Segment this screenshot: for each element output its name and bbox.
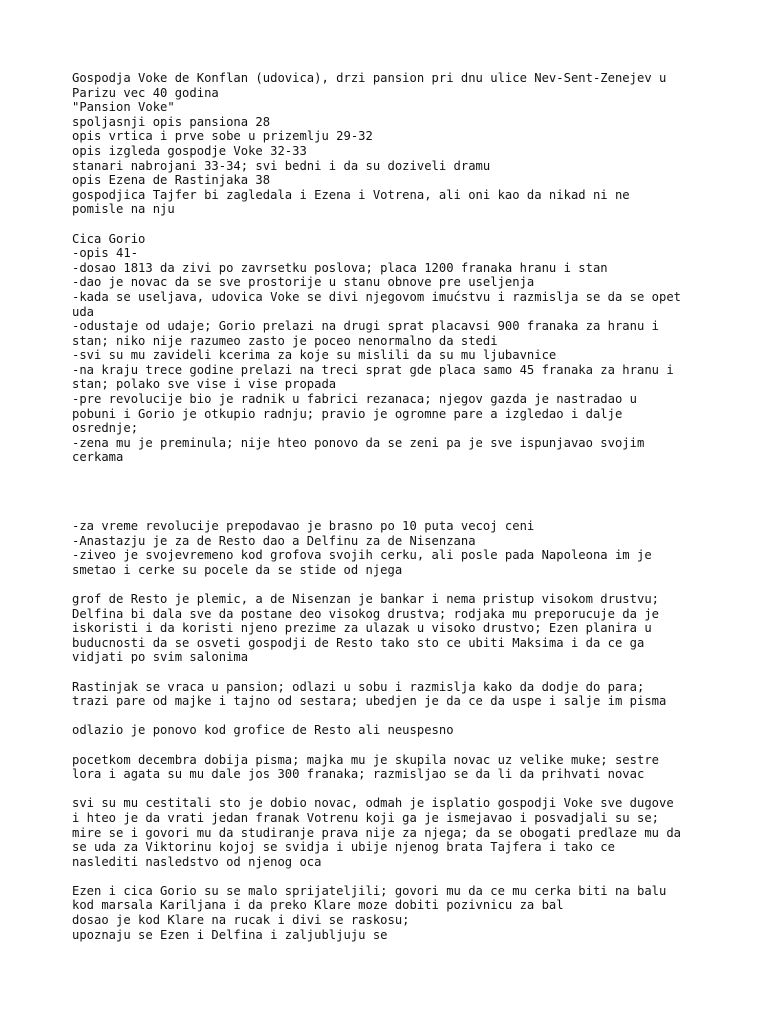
text-line: opis Ezena de Rastinjaka 38	[72, 173, 271, 188]
paragraph-revolution	[72, 519, 732, 577]
text-line: upoznaju se Ezen i Delfina i zaljubljuju se	[72, 927, 388, 942]
spacer	[72, 465, 732, 519]
text-line: -opis 41-	[72, 246, 139, 261]
text-line: -ziveo je svojevremeno kod grofova svojih cerku, ali posle pada Napoleona im je	[72, 548, 652, 563]
text-line: mire se i govori mu da studiranje prava nije za njega; da se obogati predlaze mu da	[72, 825, 682, 840]
text-line: trazi pare od majke i tajno od sestara; ubedjen je da ce da uspe i salje im pisma	[72, 694, 667, 709]
text-line: pobuni i Gorio je otkupio radnju; pravio je ogromne pare a izgledao i dalje	[72, 406, 623, 421]
paragraph-grofica-visit	[72, 723, 732, 738]
text-line: dosao je kod Klare na rucak i divi se raskosu;	[72, 913, 410, 928]
text-line: -dosao 1813 da zivi po zavrsetku poslova; placa 1200 franaka hranu i stan	[72, 260, 608, 275]
text-line: cerkama	[72, 450, 124, 465]
text-line: -odustaje od udaje; Gorio prelazi na drugi sprat placavsi 900 franaka za hranu i	[72, 319, 659, 334]
paragraph-cica-gorio	[72, 232, 732, 466]
text-line: Rastinjak se vraca u pansion; odlazi u sobu i razmislja kako da dodje do para;	[72, 679, 645, 694]
text-line: gospodjica Tajfer bi zagledala i Ezena i Votrena, ali oni kao da nikad ni ne	[72, 187, 630, 202]
spacer	[72, 577, 732, 592]
text-line: buducnosti da se osveti gospodji de Resto tako sto ce ubiti Maksima i da ce ga	[72, 635, 645, 650]
spacer	[72, 782, 732, 797]
text-line: Cica Gorio	[72, 231, 146, 246]
text-line: -zena mu je preminula; nije hteo ponovo da se zeni pa je sve ispunjavao svojim	[72, 435, 645, 450]
text-line: se uda za Viktorinu kojoj se svidja i ubije njenog brata Tajfera i tako ce	[72, 840, 615, 855]
paragraph-rastinjak-returns	[72, 680, 732, 709]
text-line: Parizu vec 40 godina	[72, 85, 219, 100]
text-line: "Pansion Voke"	[72, 100, 175, 115]
text-line: smetao i cerke su pocele da se stide od njega	[72, 562, 403, 577]
spacer	[72, 665, 732, 680]
text-line: opis izgleda gospodje Voke 32-33	[72, 143, 307, 158]
text-line: grof de Resto je plemic, a de Nisenzan je bankar i nema pristup visokom drustvu;	[72, 592, 659, 606]
text-line: uda	[72, 304, 95, 319]
text-line: -svi su mu zavideli kcerima za koje su mislili da su mu ljubavnice	[72, 348, 557, 363]
spacer	[72, 738, 732, 753]
text-line: -kada se useljava, udovica Voke se divi njegovom imućstvu i razmislja se da se opet	[72, 289, 682, 304]
text-line: iskoristi i da koristi njeno prezime za ulazak u visoko drustvo; Ezen planira u	[72, 621, 652, 636]
text-line: -pre revolucije bio je radnik u fabrici rezanaca; njegov gazda je nastradao u	[72, 392, 637, 407]
text-line: stan; niko nije razumeo zasto je poceo nenormalno da stedi	[72, 333, 498, 348]
spacer	[72, 217, 732, 232]
text-line: stanari nabrojani 33-34; svi bedni i da su doziveli dramu	[72, 158, 491, 173]
text-line: pomisle na nju	[72, 202, 175, 217]
text-line: naslediti nasledstvo od njenog oca	[72, 854, 322, 869]
text-line: -na kraju trece godine prelazi na treci sprat gde placa samo 45 franaka za hranu i	[72, 362, 674, 377]
text-line: Gospodja Voke de Konflan (udovica), drzi pansion pri dnu ulice Nev-Sent-Zenejev u	[72, 71, 667, 85]
text-line: -za vreme revolucije prepodavao je brasno po 10 puta vecoj ceni	[72, 519, 535, 534]
text-line: Ezen i cica Gorio su se malo sprijateljili; govori mu da ce mu cerka biti na balu	[72, 883, 667, 898]
paragraph-pansion-intro	[72, 71, 732, 217]
text-line: i hteo je da vrati jedan franak Votrenu koji ga je ismejavao i posvadjali su se;	[72, 810, 659, 825]
text-line: Delfina bi dala sve da postane deo visokog drustva; rodjaka mu preporucuje da je	[72, 606, 659, 621]
text-line: odlazio je ponovo kod grofice de Resto ali neuspesno	[72, 723, 454, 738]
paragraph-grof-de-resto	[72, 592, 732, 665]
paragraph-congratulations	[72, 796, 732, 869]
text-line: vidjati po svim salonima	[72, 650, 249, 665]
text-line: svi su mu cestitali sto je dobio novac, odmah je isplatio gospodji Voke sve dugove	[72, 796, 674, 811]
spacer	[72, 869, 732, 884]
text-line: osrednje;	[72, 421, 139, 436]
text-line: pocetkom decembra dobija pisma; majka mu je skupila novac uz velike muke; sestre	[72, 752, 659, 767]
text-line: lora i agata su mu dale jos 300 franaka; razmisljao se da li da prihvati novac	[72, 767, 645, 782]
text-line: -Anastazju je za de Resto dao a Delfinu za de Nisenzana	[72, 533, 476, 548]
text-line: opis vrtica i prve sobe u prizemlju 29-32	[72, 129, 373, 144]
document-page	[72, 71, 732, 942]
text-line: -dao je novac da se sve prostorije u stanu obnove pre useljenja	[72, 275, 535, 290]
paragraph-ezen-and-gorio	[72, 884, 732, 942]
spacer	[72, 709, 732, 724]
paragraph-december-letters	[72, 753, 732, 782]
text-line: spoljasnji opis pansiona 28	[72, 114, 271, 129]
text-line: stan; polako sve vise i vise propada	[72, 377, 337, 392]
text-line: kod marsala Kariljana i da preko Klare moze dobiti pozivnicu za bal	[72, 898, 564, 913]
